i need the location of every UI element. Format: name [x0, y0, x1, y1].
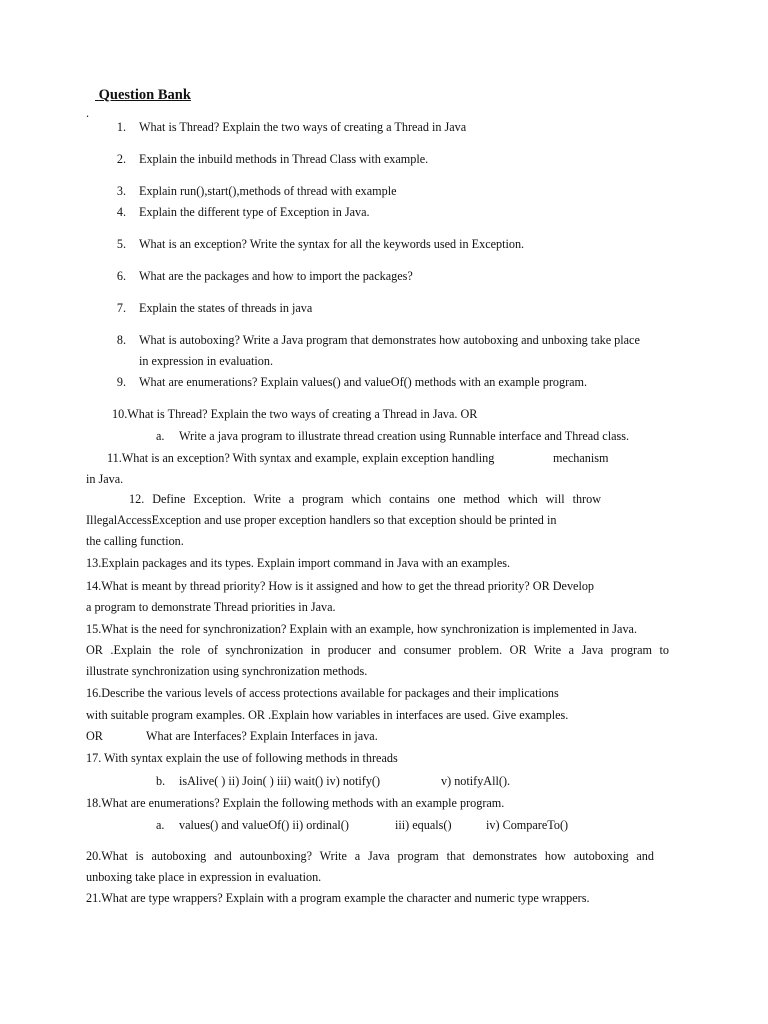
question-17-line: 17. With syntax explain the use of following methods in threads — [86, 751, 398, 765]
question-15-line: illustrate synchronization using synchronization methods. — [86, 664, 368, 678]
item-text: What are the packages and how to import the packages? — [139, 269, 413, 283]
question-18-sub-c: iv) CompareTo() — [486, 818, 569, 832]
item-number: 3. — [116, 184, 126, 198]
item-text: What are enumerations? Explain values() and valueOf() methods with an example program. — [139, 375, 588, 389]
question-17-sub-label: b. — [156, 774, 166, 788]
item-number: 1. — [116, 120, 126, 134]
question-16-line: with suitable program examples. OR .Explain how variables in interfaces are used. Give examples. — [86, 708, 569, 722]
question-16-or: OR — [86, 729, 103, 743]
question-16-line: 16.Describe the various levels of access protections available for packages and their implications — [86, 686, 559, 700]
question-14-line: 14.What is meant by thread priority? How is it assigned and how to get the thread priority? OR Develop — [86, 579, 595, 593]
question-15-line: OR .Explain the role of synchronization in producer and consumer problem. OR Write a Java program to — [86, 643, 669, 657]
question-17-sub-tail: v) notifyAll(). — [441, 774, 511, 788]
item-number: 6. — [116, 269, 126, 283]
item-text: What is Thread? Explain the two ways of creating a Thread in Java — [139, 120, 467, 134]
question-18-line: 18.What are enumerations? Explain the following methods with an example program. — [86, 796, 505, 810]
question-21: 21.What are type wrappers? Explain with a program example the character and numeric type wrappers. — [86, 891, 590, 905]
item-text: Explain the states of threads in java — [139, 301, 313, 315]
question-10-sub-text: Write a java program to illustrate thread creation using Runnable interface and Thread class. — [179, 429, 630, 443]
question-10: 10.What is Thread? Explain the two ways of creating a Thread in Java. OR — [112, 407, 478, 421]
item-text: What is an exception? Write the syntax for all the keywords used in Exception. — [139, 237, 525, 251]
question-20-line: unboxing take place in expression in evaluation. — [86, 870, 322, 884]
question-17-sub-text: isAlive( ) ii) Join( ) iii) wait() iv) notify() — [179, 774, 381, 788]
question-20-line: 20.What is autoboxing and autounboxing? Write a Java program that demonstrates how autoboxing and — [86, 849, 654, 863]
page-title: Question Bank — [98, 87, 191, 103]
item-number: 7. — [116, 301, 126, 315]
item-text: Explain run(),start(),methods of thread with example — [139, 184, 397, 198]
item-number: 5. — [116, 237, 126, 251]
question-18-sub-label: a. — [156, 818, 165, 832]
question-11-tail: mechanism — [553, 451, 609, 465]
question-11-line: in Java. — [86, 472, 124, 486]
item-text-continuation: in expression in evaluation. — [139, 354, 274, 368]
item-number: 4. — [116, 205, 126, 219]
question-16-line: What are Interfaces? Explain Interfaces in java. — [146, 729, 378, 743]
question-11-line: 11.What is an exception? With syntax and example, explain exception handling — [107, 451, 495, 465]
stray-dot: . — [86, 106, 90, 120]
question-13: 13.Explain packages and its types. Explain import command in Java with an examples. — [86, 556, 511, 570]
item-number: 9. — [116, 375, 126, 389]
question-12-line: IllegalAccessException and use proper exception handlers so that exception should be printed in — [86, 513, 557, 527]
item-text: Explain the inbuild methods in Thread Class with example. — [139, 152, 429, 166]
question-10-sub-label: a. — [156, 429, 165, 443]
question-18-sub-a: values() and valueOf() ii) ordinal() — [179, 818, 349, 832]
item-number: 8. — [116, 333, 126, 347]
question-12-line: the calling function. — [86, 534, 184, 548]
question-18-sub-b: iii) equals() — [395, 818, 452, 832]
item-text: Explain the different type of Exception in Java. — [139, 205, 370, 219]
item-text: What is autoboxing? Write a Java program that demonstrates how autoboxing and unboxing take place — [139, 333, 640, 347]
item-number: 2. — [116, 152, 126, 166]
question-14-line: a program to demonstrate Thread priorities in Java. — [86, 600, 336, 614]
question-15-line: 15.What is the need for synchronization? Explain with an example, how synchronization is implemented in Java. — [86, 622, 637, 636]
question-12-line: 12. Define Exception. Write a program which contains one method which will throw — [129, 492, 601, 506]
